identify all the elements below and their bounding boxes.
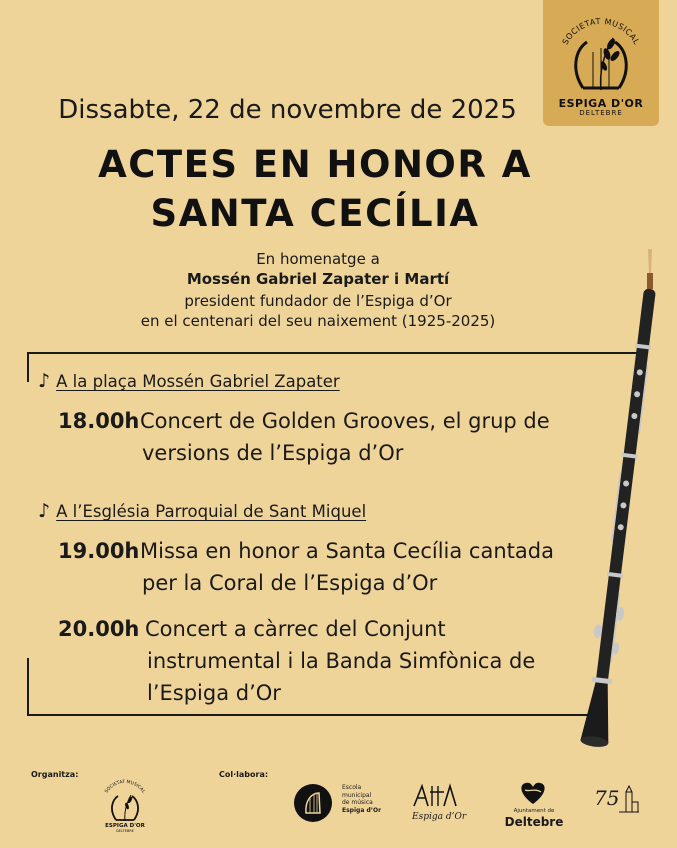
handwritten-caption: Espiga d’Or [412,812,467,822]
school-text-line: Escola [342,784,362,791]
frame-divider-left-top [27,352,29,382]
harp-circle-icon [293,783,333,823]
venue-heading [38,500,366,522]
oboe-icon [560,245,670,775]
tribute-centenary: en el centenari del seu naixement (1925-2025) [140,312,496,330]
event-time: 20.00h [58,617,140,641]
tribute-role: president fundador de l’Espiga d’Or [184,292,452,310]
tribute-intro: En homenatge a [256,250,380,268]
frame-divider-top [27,352,637,354]
town-hall-name: Deltebre [504,815,564,829]
logo-name: ESPIGA D'OR [558,97,644,110]
title-line-2: SANTA CECÍLIA [150,192,480,235]
music-note-icon: ♪ [38,370,51,392]
venue-name: A la plaça Mossén Gabriel Zapater [56,372,340,391]
svg-text:SOCIETAT MUSICAL [561,17,642,46]
collaborator-label: Col·labora: [219,770,269,779]
logo-arc-text: SOCIETAT MUSICAL [560,16,642,47]
organizer-logo [96,776,154,834]
venue-name: A l’Església Parroquial de Sant Miquel [56,502,367,521]
organizer-name: ESPIGA D'OR [105,823,145,829]
event-time: 18.00h [58,409,140,433]
anniversary-75-icon: 75 [594,786,620,810]
school-text-line: Espiga d’Or [342,806,382,814]
event-time: 19.00h [58,539,140,563]
venue-heading [38,370,340,392]
lyre-with-wheat-icon [96,776,154,834]
school-text [342,784,381,814]
town-hall-label: Ajuntament de [513,808,555,814]
frame-divider-left-bottom [27,658,29,716]
event-desc-line: Concert de Golden Grooves, el grup de [140,409,550,433]
svg-text:SOCIETAT MUSICAL [104,779,147,795]
event-desc-line: instrumental i la Banda Simfònica de [147,649,536,673]
organizer-town: DELTEBRE [116,829,134,833]
music-note-icon: ♪ [38,500,51,522]
logo-town: DELTEBRE [579,109,623,117]
frame-divider-bottom [27,714,597,716]
organizer-arc-text: SOCIETAT MUSICAL [104,779,146,795]
school-text-line: de música [342,799,373,806]
event-desc-line: per la Coral de l’Espiga d’Or [142,571,438,595]
organizer-label: Organitza: [31,770,79,779]
handwritten-logo-icon [410,782,467,828]
event-date: Dissabte, 22 de novembre de 2025 [58,95,517,125]
event-desc-line: Concert a càrrec del Conjunt [145,617,446,641]
tribute-name: Mossén Gabriel Zapater i Martí [186,270,450,288]
event-desc-line: Missa en honor a Santa Cecília cantada [140,539,554,563]
title-line-1: ACTES EN HONOR A [98,143,532,186]
church-tower-icon [619,784,639,814]
heart-map-icon [517,780,549,806]
event-desc-line: l’Espiga d’Or [147,681,281,705]
event-desc-line: versions de l’Espiga d’Or [142,441,404,465]
school-text-line: municipal [342,791,372,799]
